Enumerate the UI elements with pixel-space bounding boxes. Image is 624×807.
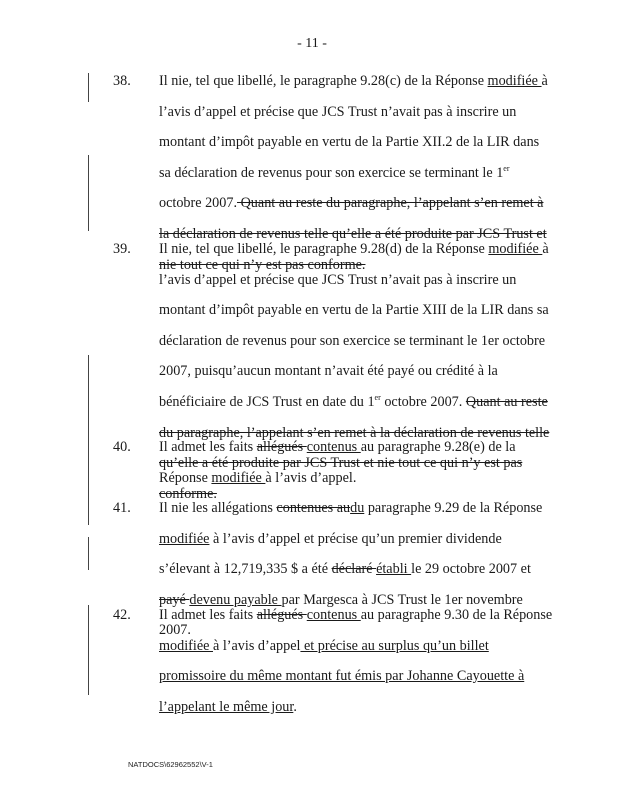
text-run: à l’avis d’appel et précise que JCS Trust n’avait pas à inscrire un montant d’impôt payable en vertu de la Partie XIII de la LIR dans sa déclaration de revenus pour son exercice se terminant le 1er octobre 2007, puisqu’aucun montant n’avait été payé ou crédité à la bénéficiaire de JCS Trust en date du 1 — [159, 241, 549, 410]
paragraph-number: 39. — [113, 241, 131, 257]
text-run: Il admet les faits — [159, 607, 257, 623]
text-run: octobre 2007. — [159, 195, 238, 212]
text-run: . — [293, 698, 297, 715]
paragraph-number: 38. — [113, 73, 131, 89]
change-bar — [88, 537, 89, 570]
text-run: à l’avis d’appel et précise qu’un premier dividende s’élevant à 12,719,335 $ a été — [159, 530, 502, 578]
change-bar — [88, 155, 89, 231]
paragraph-text — [159, 432, 553, 493]
inserted-text: modifiée — [159, 530, 210, 547]
paragraph-number: 41. — [113, 500, 131, 516]
paragraph-text — [159, 600, 553, 722]
paragraph-40 — [113, 432, 553, 493]
text-run: au paragraphe 9.28(e) de la Réponse — [159, 439, 516, 486]
inserted-text: modifiée — [488, 241, 543, 257]
superscript: er — [503, 163, 510, 173]
page-number: - 11 - — [297, 36, 327, 51]
inserted-text: modifiée — [487, 73, 542, 89]
text-run: à l’avis d’appel et précise que JCS Trust n’avait pas à inscrire un montant d’impôt payable en vertu de la Partie XII.2 de la LIR dans sa déclaration de revenus pour son exercice se terminant le 1 — [159, 73, 548, 181]
inserted-text: contenus — [306, 607, 361, 623]
inserted-text: et précise au surplus qu’un billet promissoire du même montant fut émis par Johanne Cayouette à l’appelant le même jour — [159, 637, 525, 715]
deleted-text: Quant au reste du paragraphe, l’appelant s’en remet à la déclaration de revenus telle qu’elle a été produite par JCS Trust et nie tout ce qui n’y est pas conforme. — [159, 393, 550, 502]
superscript: er — [374, 392, 381, 402]
inserted-text: modifiée — [211, 469, 266, 486]
text-run: Il nie les allégations — [159, 500, 277, 516]
text-run: Il nie, tel que libellé, le paragraphe 9.28(d) de la Réponse — [159, 241, 489, 257]
paragraph-number: 40. — [113, 439, 131, 455]
inserted-text: modifiée — [159, 637, 213, 654]
change-bar — [88, 605, 89, 695]
deleted-text: Quant au reste du paragraphe, l’appelant s’en remet à la déclaration de revenus telle qu’elle a été produite par JCS Trust et nie tout ce qui n’y est pas conforme. — [159, 195, 547, 273]
text-run: paragraphe 9.29 de la Réponse — [364, 500, 543, 516]
text-run: au paragraphe 9.30 de la Réponse — [360, 607, 553, 623]
text-run: octobre 2007. — [380, 393, 466, 410]
inserted-text: du — [350, 500, 365, 516]
inserted-text: établi — [376, 561, 412, 578]
deleted-text: contenues au — [276, 500, 351, 516]
text-run: à l’avis d’appel. — [265, 469, 357, 486]
document-reference: NATDOCS\62962552\V-1 — [128, 760, 213, 769]
deleted-text: allégués — [256, 607, 307, 623]
text-run: Il nie, tel que libellé, le paragraphe 9.28(c) de la Réponse — [159, 73, 488, 89]
text-run: le 29 octobre 2007 et — [411, 561, 531, 578]
text-run: Il admet les faits — [159, 439, 257, 455]
deleted-text: allégués — [256, 439, 307, 455]
deleted-text: déclaré — [331, 561, 377, 578]
paragraph-42 — [113, 600, 553, 722]
inserted-text: devenu payable — [189, 591, 282, 608]
inserted-text: contenus — [306, 439, 361, 455]
change-bar — [88, 355, 89, 525]
text-run: à l’avis d’appel — [212, 637, 301, 654]
paragraph-number: 42. — [113, 607, 131, 623]
change-bar — [88, 73, 89, 102]
deleted-text: payé — [159, 591, 190, 608]
text-run: par Margesca à JCS Trust le 1er novembre 2007. — [159, 591, 523, 639]
